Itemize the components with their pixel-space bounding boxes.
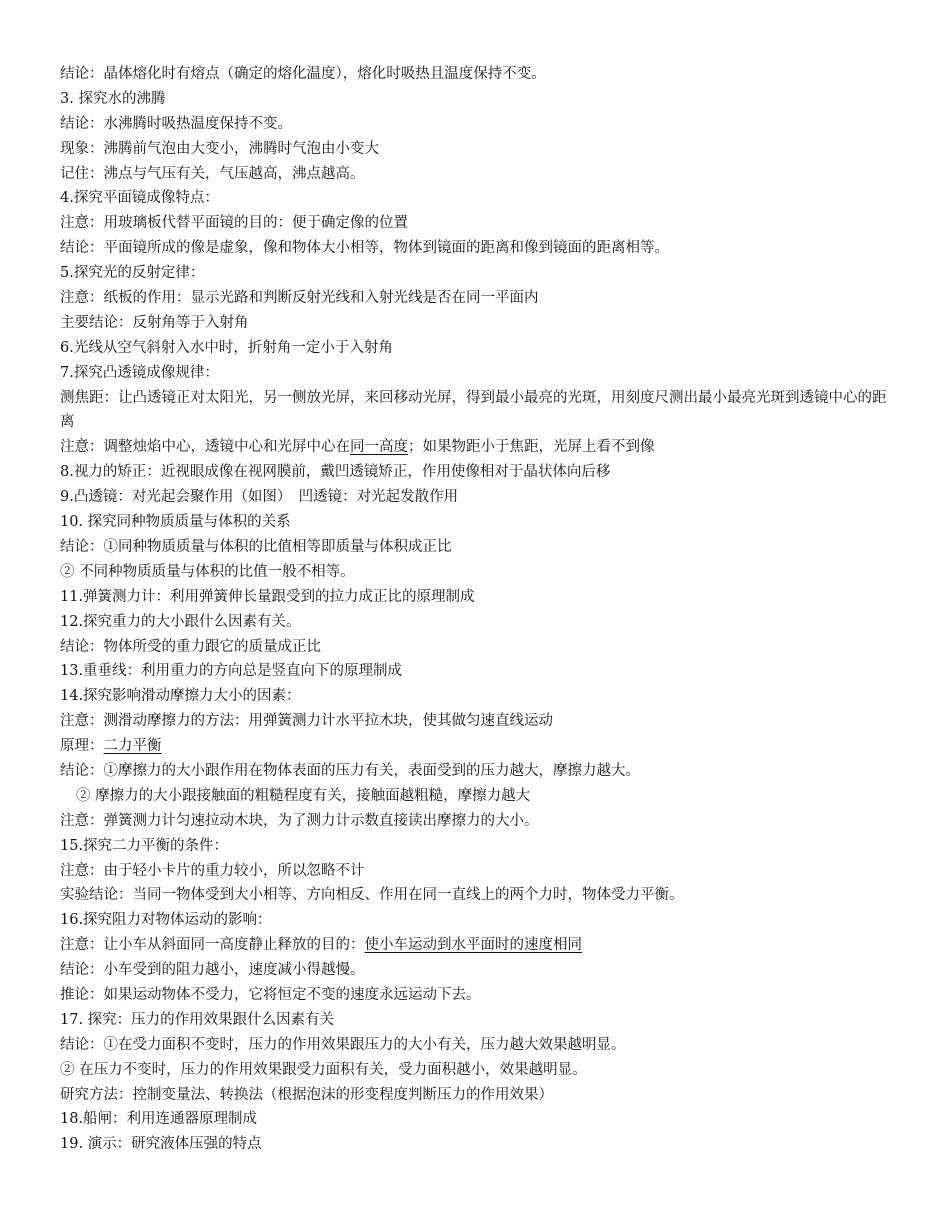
- underlined-text: 二力平衡: [103, 738, 162, 755]
- section-heading: 5.探究光的反射定律：: [60, 265, 205, 282]
- section-heading: 16.探究阻力对物体运动的影响：: [60, 912, 272, 929]
- text-line: 注意：由于轻小卡片的重力较小，所以忽略不计: [60, 862, 365, 879]
- section-heading: 11.弹簧测力计：利用弹簧伸长量跟受到的拉力成正比的原理制成: [60, 588, 475, 605]
- text-line-with-underline: [60, 435, 900, 460]
- text-line: 主要结论：反射角等于入射角: [60, 314, 249, 331]
- section-heading: 17. 探究：压力的作用效果跟什么因素有关: [60, 1011, 335, 1028]
- section-heading: 3. 探究水的沸腾: [60, 90, 166, 107]
- text-line: 记住：沸点与气压有关，气压越高，沸点越高。: [60, 165, 365, 182]
- underlined-text: 同一高度: [350, 439, 408, 456]
- text-line: 注意：测滑动摩擦力的方法：用弹簧测力计水平拉木块，使其做匀速直线运动: [60, 713, 553, 730]
- text-segment: 注意：让小车从斜面同一高度静止释放的目的：: [60, 937, 365, 954]
- text-segment: 原理：: [60, 738, 104, 755]
- section-heading: 12.探究重力的大小跟什么因素有关。: [60, 613, 301, 630]
- text-line: 结论：①在受力面积不变时，压力的作用效果跟压力的大小有关，压力越大效果越明显。: [60, 1036, 626, 1053]
- text-line: 推论：如果运动物体不受力，它将恒定不变的速度永远运动下去。: [60, 986, 481, 1003]
- text-line: 注意：纸板的作用：显示光路和判断反射光线和入射光线是否在同一平面内: [60, 290, 539, 307]
- text-line: 结论：水沸腾时吸热温度保持不变。: [60, 115, 292, 132]
- text-line: ② 摩擦力的大小跟接触面的粗糙程度有关，接触面越粗糙，摩擦力越大: [76, 787, 531, 804]
- section-heading: 15.探究二力平衡的条件：: [60, 837, 229, 854]
- text-line: 结论：物体所受的重力跟它的质量成正比: [60, 638, 321, 655]
- section-heading: 8.视力的矫正：近视眼成像在视网膜前，戴凹透镜矫正，作用使像相对于晶状体向后移: [60, 464, 611, 481]
- section-heading: 4.探究平面镜成像特点：: [60, 190, 219, 207]
- section-heading: 13.重垂线：利用重力的方向总是竖直向下的原理制成: [60, 663, 403, 680]
- text-line: 结论：晶体熔化时有熔点（确定的熔化温度），熔化时吸热且温度保持不变。: [60, 66, 546, 82]
- text-line: 结论：小车受到的阻力越小，速度减小得越慢。: [60, 962, 365, 979]
- text-line: 结论：平面镜所成的像是虚象，像和物体大小相等，物体到镜面的距离和像到镜面的距离相等。: [60, 240, 669, 257]
- text-line: 结论：①同种物质质量与体积的比值相等即质量与体积成正比: [60, 538, 452, 555]
- section-heading: 19. 演示：研究液体压强的特点: [60, 1136, 262, 1153]
- section-heading: 9.凸透镜：对光起会聚作用（如图） 凹透镜：对光起发散作用: [60, 489, 459, 506]
- text-line-wrapped: 测焦距：让凸透镜正对太阳光，另一侧放光屏，来回移动光屏，得到最小最亮的光斑，用刻度尺测出最小最亮光斑到透镜中心的距离: [60, 389, 887, 431]
- text-line: 现象：沸腾前气泡由大变小，沸腾时气泡由小变大: [60, 140, 379, 157]
- text-line: 研究方法：控制变量法、转换法（根据泡沫的形变程度判断压力的作用效果）: [60, 1086, 553, 1103]
- section-heading: 14.探究影响滑动摩擦力大小的因素：: [60, 688, 301, 705]
- underlined-text: 使小车运动到水平面时的速度相同: [364, 937, 582, 954]
- text-line: ② 在压力不变时，压力的作用效果跟受力面积有关，受力面积越小，效果越明显。: [60, 1061, 587, 1078]
- section-heading: 7.探究凸透镜成像规律：: [60, 364, 219, 381]
- text-segment: 注意：调整烛焰中心，透镜中心和光屏中心在: [60, 439, 350, 456]
- text-line: 结论：①摩擦力的大小跟作用在物体表面的压力有关，表面受到的压力越大，摩擦力越大。: [60, 762, 640, 779]
- section-heading: 6.光线从空气斜射入水中时，折射角一定小于入射角: [60, 339, 393, 356]
- text-line-with-underline: [60, 933, 900, 958]
- text-line-with-underline: [60, 734, 900, 759]
- text-segment: ；如果物距小于焦距，光屏上看不到像: [408, 439, 655, 456]
- text-line: 注意：用玻璃板代替平面镜的目的：便于确定像的位置: [60, 215, 408, 232]
- text-line: ② 不同种物质质量与体积的比值一般不相等。: [60, 563, 355, 580]
- document-page: [60, 62, 900, 1157]
- section-heading: 18.船闸：利用连通器原理制成: [60, 1111, 258, 1128]
- text-line: 实验结论：当同一物体受到大小相等、方向相反、作用在同一直线上的两个力时，物体受力平衡。: [60, 887, 684, 904]
- section-heading: 10. 探究同种物质质量与体积的关系: [60, 514, 291, 531]
- text-line: 注意：弹簧测力计匀速拉动木块，为了测力计示数直接读出摩擦力的大小。: [60, 812, 539, 829]
